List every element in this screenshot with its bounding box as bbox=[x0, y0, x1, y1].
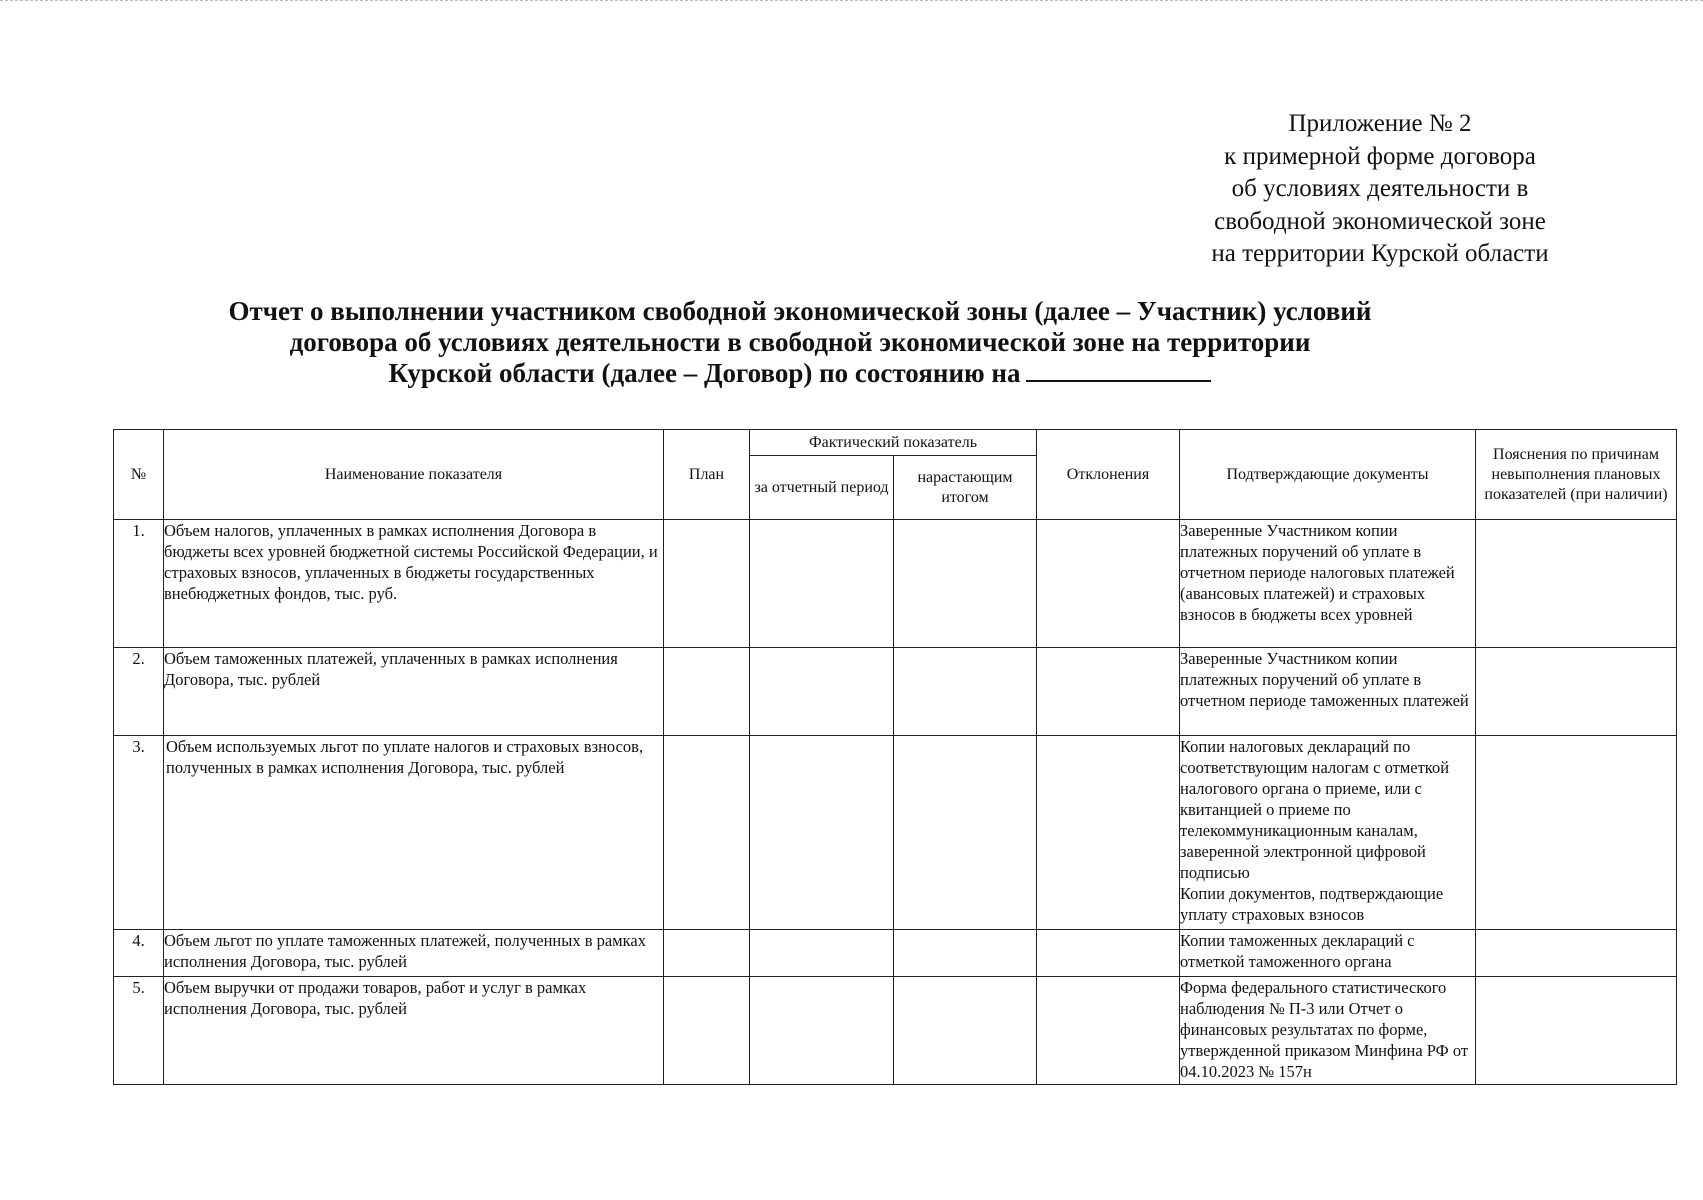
row-documents-extra: Копии документов, подтверждающие уплату страховых взносов bbox=[1180, 884, 1444, 924]
page-edge-line bbox=[0, 0, 1703, 1]
table-row bbox=[114, 930, 1677, 977]
row-explanation-cell bbox=[1476, 930, 1677, 977]
title-line-3-text: Курской области (далее – Договор) по состоянию на bbox=[388, 358, 1021, 388]
row-fact-period-cell bbox=[750, 736, 894, 930]
header-deviation: Отклонения bbox=[1037, 430, 1180, 520]
appendix-line-2: к примерной форме договора bbox=[1224, 142, 1536, 170]
header-plan: План bbox=[664, 430, 750, 520]
row-fact-period-cell bbox=[750, 648, 894, 736]
row-documents: Заверенные Участником копии платежных поручений об уплате в отчетном периоде таможенных платежей bbox=[1180, 648, 1476, 736]
appendix-line-3: об условиях деятельности в bbox=[1231, 175, 1529, 202]
row-fact-total-cell bbox=[894, 930, 1037, 977]
header-fact-group: Фактический показатель bbox=[750, 430, 1037, 456]
row-deviation-cell bbox=[1037, 736, 1180, 930]
row-explanation-cell bbox=[1476, 520, 1677, 648]
header-explanation: Пояснения по причинам невыполнения плановых показателей (при наличии) bbox=[1476, 430, 1677, 520]
row-plan-cell bbox=[664, 977, 750, 1085]
row-plan-cell bbox=[664, 648, 750, 736]
row-indicator-name: Объем льгот по уплате таможенных платежей, полученных в рамках исполнения Договора, тыс. рублей bbox=[164, 930, 664, 977]
appendix-line-4: свободной экономической зоне bbox=[1214, 207, 1546, 235]
table-row bbox=[114, 977, 1677, 1085]
header-fact-period: за отчетный период bbox=[750, 456, 894, 520]
row-number: 4. bbox=[114, 930, 164, 977]
row-explanation-cell bbox=[1476, 736, 1677, 930]
title-line-1: Отчет о выполнении участником свободной экономической зоны (далее – Участник) условий bbox=[228, 296, 1372, 326]
title-line-2: договора об условиях деятельности в свободной экономической зоне на территории bbox=[289, 327, 1311, 357]
row-deviation-cell bbox=[1037, 520, 1180, 648]
row-fact-total-cell bbox=[894, 648, 1037, 736]
row-documents: Форма федерального статистического наблюдения № П-3 или Отчет о финансовых результатах по форме, утвержденной приказом Минфина РФ от 04.10.2023 № 157н bbox=[1180, 977, 1476, 1085]
row-explanation-cell bbox=[1476, 648, 1677, 736]
appendix-line-1: Приложение № 2 bbox=[1288, 110, 1472, 137]
row-plan-cell bbox=[664, 736, 750, 930]
row-number: 3. bbox=[114, 736, 164, 930]
row-indicator-name: Объем выручки от продажи товаров, работ и услуг в рамках исполнения Договора, тыс. рублей bbox=[164, 977, 664, 1085]
header-num: № bbox=[114, 430, 164, 520]
row-deviation-cell bbox=[1037, 930, 1180, 977]
row-number: 2. bbox=[114, 648, 164, 736]
row-indicator-name: Объем таможенных платежей, уплаченных в рамках исполнения Договора, тыс. рублей bbox=[164, 648, 664, 736]
table-row bbox=[114, 648, 1677, 736]
row-documents: Заверенные Участником копии платежных поручений об уплате в отчетном периоде налоговых платежей (авансовых платежей) и страховых взносов в бюджеты всех уровней bbox=[1180, 520, 1476, 648]
report-title bbox=[200, 296, 1400, 389]
date-blank bbox=[1026, 358, 1211, 382]
header-fact-total: нарастающим итогом bbox=[894, 456, 1037, 520]
row-documents bbox=[1180, 736, 1476, 930]
appendix-line-5: на территории Курской области bbox=[1211, 240, 1549, 267]
row-plan-cell bbox=[664, 520, 750, 648]
row-deviation-cell bbox=[1037, 977, 1180, 1085]
row-fact-total-cell bbox=[894, 977, 1037, 1085]
title-line-3 bbox=[200, 358, 1400, 389]
row-fact-period-cell bbox=[750, 930, 894, 977]
row-number: 1. bbox=[114, 520, 164, 648]
header-row-1 bbox=[114, 430, 1677, 456]
report-table bbox=[113, 429, 1677, 1085]
row-fact-period-cell bbox=[750, 977, 894, 1085]
table-row bbox=[114, 520, 1677, 648]
header-name: Наименование показателя bbox=[164, 430, 664, 520]
row-plan-cell bbox=[664, 930, 750, 977]
row-number: 5. bbox=[114, 977, 164, 1085]
row-documents-main: Копии налоговых деклараций по соответствующим налогам с отметкой налогового органа о приеме, или с квитанцией о приеме по телекоммуникационным каналам, заверенной электронной цифровой подписью bbox=[1180, 737, 1450, 882]
row-documents: Копии таможенных деклараций с отметкой таможенного органа bbox=[1180, 930, 1476, 977]
row-fact-period-cell bbox=[750, 520, 894, 648]
row-indicator-name: Объем налогов, уплаченных в рамках исполнения Договора в бюджеты всех уровней бюджетной системы Российской Федерации, и страховых взносов, уплаченных в бюджеты государственных внебюджетных фондов, тыс. руб. bbox=[164, 520, 664, 648]
appendix-header bbox=[1130, 108, 1630, 271]
row-deviation-cell bbox=[1037, 648, 1180, 736]
row-fact-total-cell bbox=[894, 736, 1037, 930]
row-fact-total-cell bbox=[894, 520, 1037, 648]
table-row bbox=[114, 736, 1677, 930]
row-explanation-cell bbox=[1476, 977, 1677, 1085]
row-indicator-name: Объем используемых льгот по уплате налогов и страховых взносов, полученных в рамках исполнения Договора, тыс. рублей bbox=[164, 736, 664, 930]
header-documents: Подтверждающие документы bbox=[1180, 430, 1476, 520]
